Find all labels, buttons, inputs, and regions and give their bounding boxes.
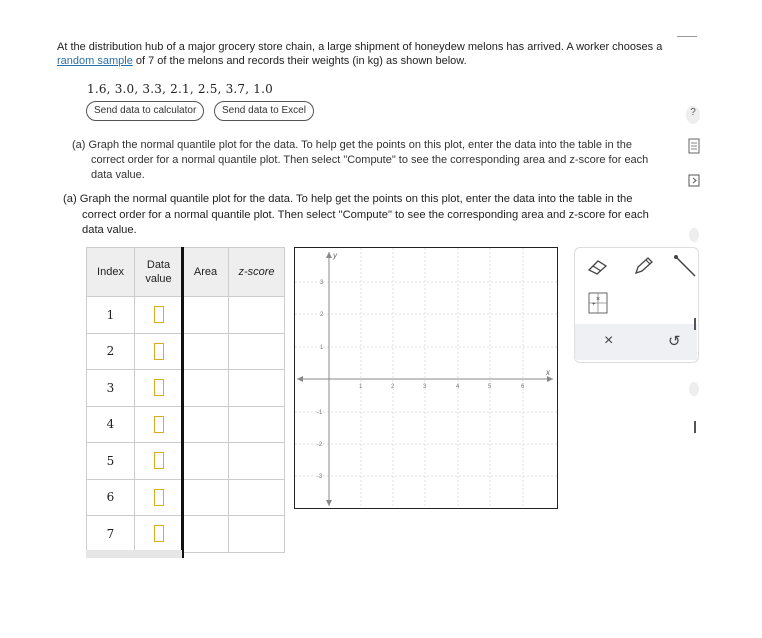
table-row: 7 <box>87 516 285 553</box>
quantile-plot-canvas[interactable] <box>294 247 558 509</box>
question-a: (a) Graph the normal quantile plot for the data. To help get the points on this plot, enter the data into the table in the correct order for a normal quantile plot. Then select "Compute" to see the corresponding area and z-score for each data value. <box>63 193 649 236</box>
graph-svg[interactable] <box>295 248 557 508</box>
line-tool-icon[interactable] <box>673 254 697 280</box>
top-rule <box>677 36 697 37</box>
table-footer <box>86 550 182 558</box>
header-index: Index <box>87 248 135 297</box>
x-tick: 4 <box>456 384 460 390</box>
area-cell <box>183 516 229 553</box>
x-tick: 5 <box>488 384 492 390</box>
area-cell <box>183 479 229 516</box>
quantile-table <box>86 247 285 553</box>
svg-text:×: × <box>596 296 601 303</box>
z-score-cell <box>229 479 285 516</box>
undo-button[interactable]: ↺ <box>668 333 681 350</box>
data-value-input-2[interactable] <box>154 343 164 360</box>
y-tick: 2 <box>320 312 324 318</box>
area-cell <box>183 370 229 407</box>
table-row: 5 <box>87 443 285 480</box>
y-axis-label: y <box>333 251 337 260</box>
send-to-calculator-button[interactable]: Send data to calculator <box>86 101 204 121</box>
table-divider <box>181 247 184 558</box>
table-row: 4 <box>87 406 285 443</box>
z-score-cell <box>229 370 285 407</box>
clear-button[interactable]: × <box>604 332 614 349</box>
z-score-cell <box>229 333 285 370</box>
x-tick: 1 <box>359 384 363 390</box>
z-score-cell <box>229 443 285 480</box>
y-tick: -2 <box>317 442 323 448</box>
svg-text:+: + <box>592 302 596 308</box>
z-score-cell <box>229 406 285 443</box>
x-axis-label: x <box>546 368 550 377</box>
problem-statement: At the distribution hub of a major grocery store chain, a large shipment of honeydew melons has arrived. A worker chooses a random sample of 7 of the melons and records their weights (in kg) as shown below. <box>57 41 663 67</box>
header-area: Area <box>183 248 229 297</box>
send-to-excel-button[interactable]: Send data to Excel <box>214 101 314 121</box>
table-row: 3 <box>87 370 285 407</box>
data-value-input-5[interactable] <box>154 452 164 469</box>
data-value-input-4[interactable] <box>154 416 164 433</box>
eraser-icon[interactable] <box>586 258 610 276</box>
x-tick: 3 <box>423 384 427 390</box>
z-score-cell <box>229 297 285 334</box>
grid-plot-icon[interactable] <box>588 292 608 314</box>
area-cell <box>183 297 229 334</box>
y-tick: 1 <box>320 345 324 351</box>
side-marker-2 <box>694 421 696 433</box>
y-tick: -1 <box>317 410 323 416</box>
random-sample-link[interactable]: random sample <box>57 55 133 67</box>
question-a-faded: (a) Graph the normal quantile plot for the data. To help get the points on this plot, enter the data into the table in the correct order for a normal quantile plot. Then select "Compute" to see the corresponding area and z-score for each data value. <box>72 139 649 181</box>
pencil-icon[interactable] <box>633 256 655 276</box>
area-cell <box>183 333 229 370</box>
x-tick: 2 <box>391 384 395 390</box>
data-value-input-6[interactable] <box>154 489 164 506</box>
z-score-cell <box>229 516 285 553</box>
side-marker-1 <box>694 318 696 330</box>
area-cell <box>183 443 229 480</box>
panel-toggle-icon[interactable] <box>688 174 700 188</box>
y-tick: -3 <box>317 474 323 480</box>
help-icon[interactable]: ? <box>686 106 700 124</box>
data-value-input-7[interactable] <box>154 525 164 542</box>
table-row: 6 <box>87 479 285 516</box>
table-row: 1 <box>87 297 285 334</box>
header-z-score: z-score <box>229 248 285 297</box>
area-cell <box>183 406 229 443</box>
data-values: 1.6, 3.0, 3.3, 2.1, 2.5, 3.7, 1.0 <box>87 82 273 96</box>
header-data-value: Data value <box>135 248 183 297</box>
side-tab-2[interactable] <box>689 382 699 396</box>
data-value-input-1[interactable] <box>154 306 164 323</box>
x-tick: 6 <box>521 384 525 390</box>
side-tab-1[interactable] <box>689 228 699 242</box>
calculator-icon[interactable] <box>688 138 700 154</box>
y-tick: 3 <box>320 280 324 286</box>
table-row: 2 <box>87 333 285 370</box>
data-value-input-3[interactable] <box>154 379 164 396</box>
